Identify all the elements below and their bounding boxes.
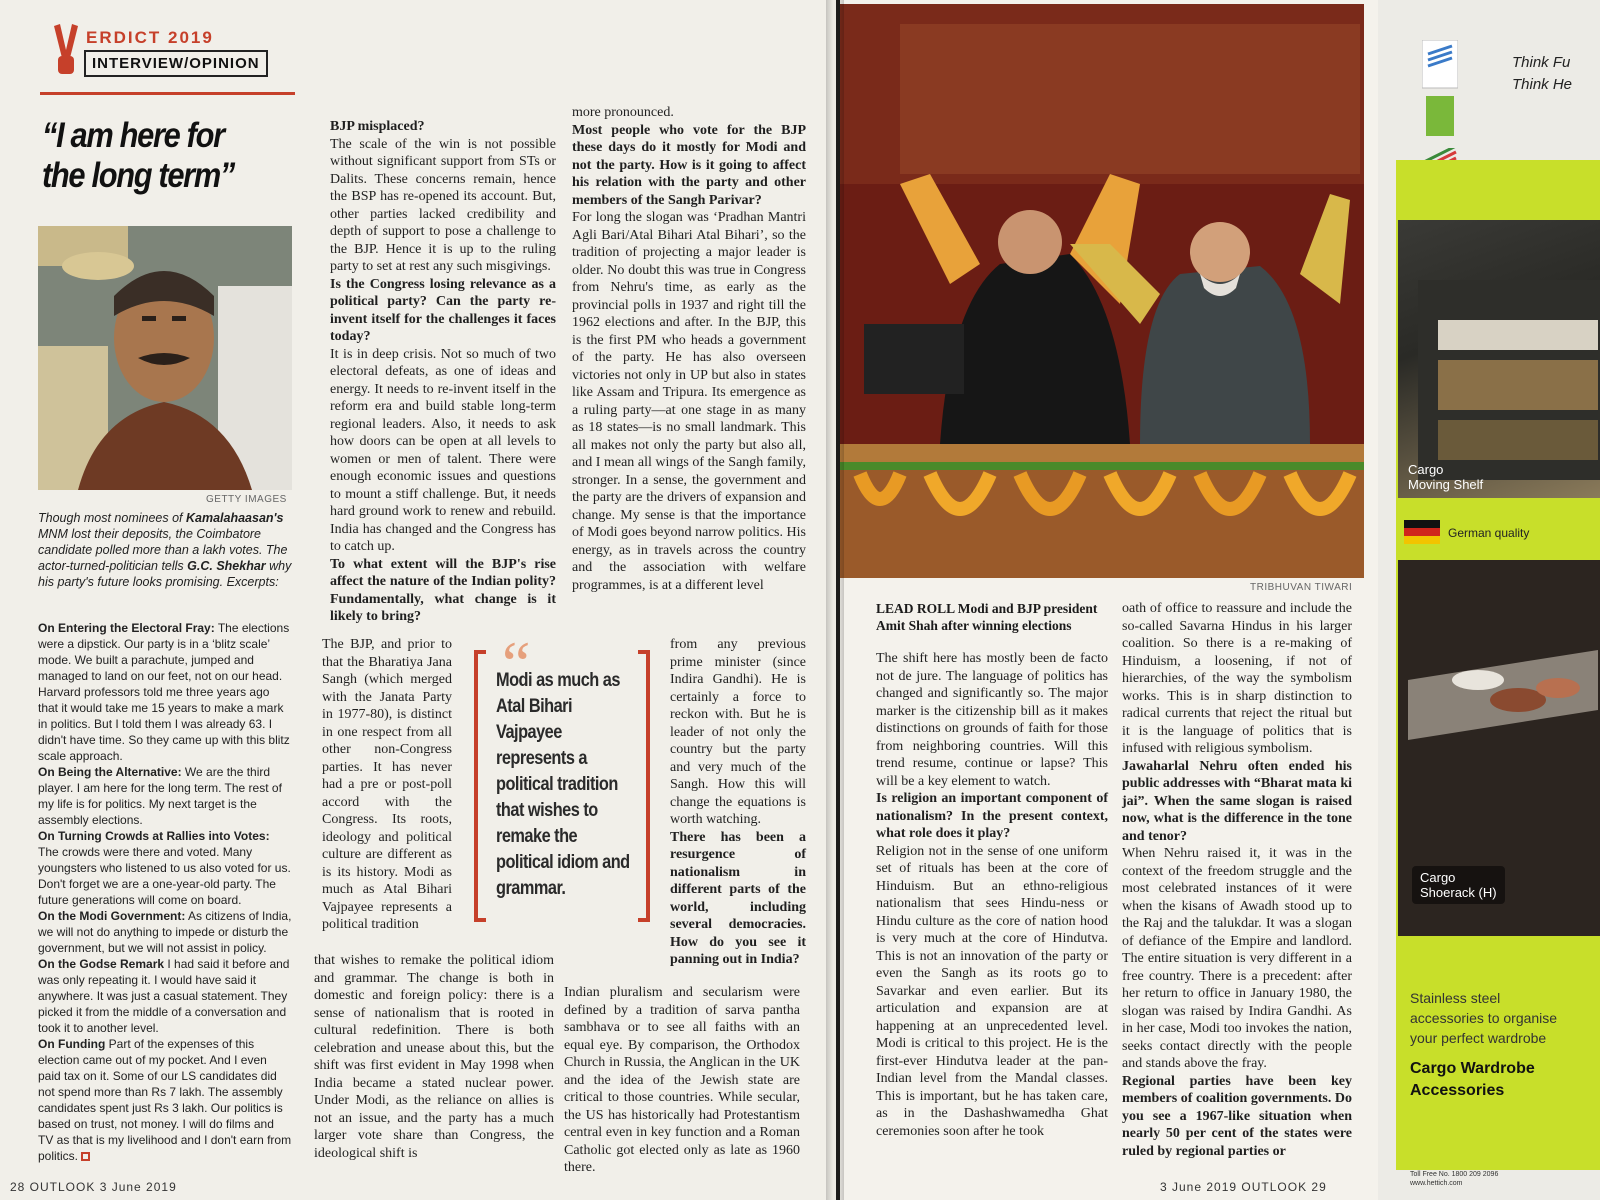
pull-quote-text: Modi as much as Atal Bihari Vajpayee represents a political tradition that wishes to remake the political idiom and grammar. (496, 670, 630, 899)
answer: It is in deep crisis. Not so much of two electoral defeats, as one of ideas and energy. It needs to re-invent itself in the reform era and build stable long-term regional leaders. Also, it needs to ask how doors can be open at all levels to women or men of talent. There were enough economic issues and questions to mount a stiff challenge. But, it needs hard ground work to renew and rebuild. India has changed and the Congress has to catch up. (330, 346, 556, 554)
ad-copy-line: your perfect wardrobe (1410, 1030, 1547, 1046)
qa-item (38, 1036, 292, 1164)
ad-product-name: Shoerack (H) (1420, 885, 1497, 900)
answer: more pronounced. (572, 105, 674, 120)
ad-tagline-line: Think Fu (1512, 54, 1571, 71)
qa-excerpts (38, 620, 292, 1164)
header-rule (40, 92, 295, 95)
bracket-left (474, 650, 486, 922)
qa-answer: The crowds were there and voted. Many youngsters who listened to us also voted for us. Don't forget we are a one-year-old party. The future generations will come on board. (38, 845, 291, 907)
right-column-1 (876, 650, 1108, 1140)
page-folio: 3 June 2019 OUTLOOK 29 (1160, 1180, 1327, 1194)
right-column-2 (1122, 600, 1352, 1160)
hettich-advert (1378, 0, 1600, 1200)
question: Most people who vote for the BJP these days do it mostly for Modi and not the party. How is it going to affect his relation with the party and other members of the Sangh Parivar? (572, 122, 806, 208)
qa-question: On Being the Alternative: (38, 765, 182, 779)
ad-url: www.hettich.com (1410, 1180, 1463, 1187)
ad-product-name: Cargo (1420, 870, 1456, 885)
column-3-split (670, 636, 806, 969)
question: To what extent will the BJP's rise affect the nature of the Indian polity? Fundamentally, what change is it likely to bring? (330, 556, 556, 624)
question: Is the Congress losing relevance as a political party? Can the party re-invent itself for the challenges it faces today? (330, 276, 556, 344)
right-page (840, 0, 1600, 1200)
qa-item (38, 956, 292, 1036)
qa-answer: As citizens of India, we will not do anything to impede or disturb the government, but we will not assist in policy. (38, 909, 292, 955)
qa-question: On Funding (38, 1037, 106, 1051)
ad-tagline-line: Think He (1512, 76, 1573, 93)
column-3 (572, 104, 806, 594)
headline: “I am here for the long term” (42, 116, 235, 195)
qa-item (38, 764, 292, 828)
pull-quote (474, 628, 650, 922)
shelf-illustration (1398, 220, 1600, 498)
page-folio: 28 OUTLOOK 3 June 2019 (10, 1180, 177, 1194)
qa-answer: We are the third player. I am here for the long term. The rest of my life is for politics. My next target is the assembly elections. (38, 765, 282, 827)
qa-item (38, 908, 292, 956)
ad-copy-line: accessories to organise (1410, 1010, 1558, 1026)
photo-credit: GETTY IMAGES (206, 494, 287, 505)
bracket-right (638, 650, 650, 922)
intro-text (38, 510, 292, 590)
ad-product-name: Cargo (1408, 462, 1444, 477)
answer: Religion not in the sense of one uniform set of rituals has been at the core of Hinduism. But an ethno-religious nationalism that sees Hindu-ness or Hindu culture as the core of nation hood is very much at the core of Hindutva. This is not an innovation of the party or even the Sangh as its roots go to Savarkar and even earlier. But its articulation and expansion are at happening at an unprecedented level. Modi is critical to this project. He is the first-ever Hindutva leader at the pan-Indian level from the Mandal classes. This is important, but he has taken care, as in the Dashashwamedha Ghat ceremonies soon after he took (876, 843, 1108, 1139)
column-3-bottom: Indian pluralism and secularism were defined by a tradition of sarva pantha sambhava or to see all faiths with an equal eye. By comparison, the Orthodox Church in Russia, the Anglican in the UK and the idea of the Jewish state are critical to those countries. While secular, the US has historically had Protestantism central even in key function and a Roman Catholic got elected only as late as 1960 there. (564, 985, 800, 1175)
portrait-illustration (38, 226, 292, 490)
german-flag-icon (1404, 520, 1440, 544)
intro-part: Though most nominees of (38, 511, 186, 525)
qa-question: On the Modi Government: (38, 909, 186, 923)
lead-photo (840, 4, 1364, 578)
ad-german-quality: German quality (1448, 526, 1530, 540)
ad-copy-line: Stainless steel (1410, 990, 1501, 1006)
victory-hand-icon (50, 22, 84, 80)
question: Regional parties have been key members of coalition governments. Do you see a 1967-like situation when nearly 50 per cent of the states were ruled by regional parties or (1122, 1073, 1352, 1159)
ad-product-name: Moving Shelf (1408, 477, 1484, 492)
ad-product-label (1408, 462, 1483, 492)
spine-gutter (826, 0, 844, 1200)
answer: oath of office to reassure and include the so-called Savarna Hindus in his larger coalition. So there is a re-making of Hinduism, a loosening, if not of hierarchies, of the way the symbolism works. This is in sharp distinction to radical currents that reject the ritual but it is the language of politics that is infused with religious symbolism. (1122, 601, 1352, 756)
photo-credit: TRIBHUVAN TIWARI (1250, 582, 1353, 593)
ad-product-label (1412, 866, 1505, 904)
qa-answer: I had said it before and was only repeating it. I would have said it anywhere. It was just a casual statement. They picked it from the middle of a conversation and took it to another level. (38, 957, 290, 1035)
ad-headline-line: Cargo Wardrobe (1410, 1060, 1535, 1077)
ad-headline-line: Accessories (1410, 1082, 1505, 1099)
answer: When Nehru raised it, it was in the context of the freedom struggle and the most celebrated instances of it were when the kisans of Awadh stood up to the Raj and the talukdar. It was a slogan of defiance of the Empire and landlord. The entire situation is very different in a free country. There is a precedent: after her return to office in January 1980, the slogan was raised by Indira Gandhi. As in her case, Modi too invokes the nation, seeks contact directly with the people and stands above the fray. (1122, 846, 1352, 1071)
ad-tagline (1512, 52, 1572, 96)
qa-answer: The elections were a dipstick. Our party is in a ‘blitz scale’ mode. We built a parachute, jumped and managed to land on our feet, not on our head. Harvard professors told me three years ago that it would take me 15 years to make a mark in politics. But I told them I was already 63. I didn't have time. So they came up with this blitz scale approach. (38, 621, 290, 763)
column-2-bottom: that wishes to remake the political idiom and grammar. The change is both in domestic and foreign policy: there is a sense of nationalism that is rooted in cultural redefinition. There is both celebration and unease about this, but the shift was first evident in May 1998 when India became a stated nuclear power. Under Modi, as the reliance on allies is not an issue, and the party has a much larger vote share than Congress, the ideological shift is (314, 953, 554, 1161)
ad-tollfree: Toll Free No. 1800 209 2096 (1410, 1171, 1499, 1178)
intro-part: why his party's future looks promising. Excerpts: (38, 559, 292, 589)
question: Jawaharlal Nehru often ended his public addresses with “Bharat mata ki jai”. When the same slogan is raised now, what is the difference in the tone and tenor? (1122, 758, 1352, 844)
answer: from any previous prime minister (since Indira Gandhi). He is certainly a force to reckon with. But he is leader of not only the country but the party and very much of the Sangh. How this will change the equations is worth watching. (670, 637, 806, 827)
question: Is religion an important component of nationalism? In the present context, what role does it play? (876, 791, 1108, 841)
answer: The scale of the win is not possible without significant support from STs or Dalits. These concerns remain, hence the BSP has re-opened its account. But, other parties lacked credibility and depth of support to pose a challenge to the BJP. Hence it is up to the ruling party to set at rest any such misgivings. (330, 136, 556, 274)
qa-question: On Turning Crowds at Rallies into Votes: (38, 829, 270, 843)
ad-contact (1410, 1170, 1498, 1188)
ad-copy (1410, 988, 1557, 1048)
section-header (48, 22, 268, 84)
intro-part: MNM lost their deposits, the Coimbatore candidate polled more than a lakh votes. The actor-turned-politician tells (38, 527, 288, 573)
qa-question: On the Godse Remark (38, 957, 165, 971)
qa-question: On Entering the Electoral Fray: (38, 621, 215, 635)
interviewer-name: G.C. Shekhar (187, 559, 266, 573)
photo-caption: LEAD ROLL Modi and BJP president Amit Shah after winning elections (876, 601, 1098, 633)
question: BJP misplaced? (330, 119, 425, 134)
section-label: INTERVIEW/OPINION (84, 50, 268, 77)
answer: For long the slogan was ‘Pradhan Mantri Agli Bari/Atal Bihari Atal Bihari’, so the tradition of projecting a major leader is older. No doubt this was true in Congress from Nehru's time, as early as the provincial polls in 1937 and right till the 1962 elections and after. In the BJP, this is the first PM who heads a government of the party. He has also overseen victories not only in UP but also in states like Assam and Tripura. Its emergence as a ruling party—at one stage in as many as 18 states—is no small landmark. This all makes not only the party but also all, and I mean all wings of the Sangh family, stronger. In a sense, the government and the party are the drivers of expansion and change. My sense is that the importance of Modi goes beyond narrow politics. His energy, as in travels across the country and the association with welfare programmes, is at a different level (572, 210, 806, 593)
end-mark-icon (81, 1152, 90, 1161)
lead-photo-illustration (840, 4, 1364, 578)
ad-product-photo (1398, 220, 1600, 498)
interviewee-name: Kamalahaasan's (186, 511, 284, 525)
answer: The shift here has mostly been de facto not de jure. The language of politics has changed and significantly so. The major marker is the citizenship bill as it makes distinctions on grounds of faith for those from neighboring countries. Will this trend resume, continue or lapse? This will be a key element to watch. (876, 651, 1108, 789)
column-2-split: The BJP, and prior to that the Bharatiya Jana Sangh (which merged with the Janata Party in 1977-80), is distinct in one respect from all other non-Congress parties. It has never had a pre or post-poll accord with the Congress. Its roots, ideology and political culture are different as is its history. Modi as much as Atal Bihari Vajpayee represents a political tradition (322, 637, 452, 932)
quote-mark-icon: “ (502, 628, 531, 699)
ad-headline (1410, 1058, 1535, 1102)
qa-item (38, 828, 292, 908)
portrait-photo (38, 226, 292, 490)
award-badge-icon (1422, 40, 1458, 140)
qa-answer: Part of the expenses of this election came out of my pocket. And I even paid tax on it. Some of our LS candidates did not spend more than Rs 7 lakh. The assembly candidates spent just Rs 3 lakh. Our politics is based on trust, not money. I will do films and TV as that is my livelihood and I don't earn from politics. (38, 1037, 292, 1163)
column-2 (330, 118, 556, 626)
question: There has been a resurgence of nationalism in different parts of the world, including several democracies. How do you see it panning out in India? (670, 829, 806, 967)
qa-item (38, 620, 292, 764)
section-title: ERDICT 2019 (86, 28, 214, 47)
